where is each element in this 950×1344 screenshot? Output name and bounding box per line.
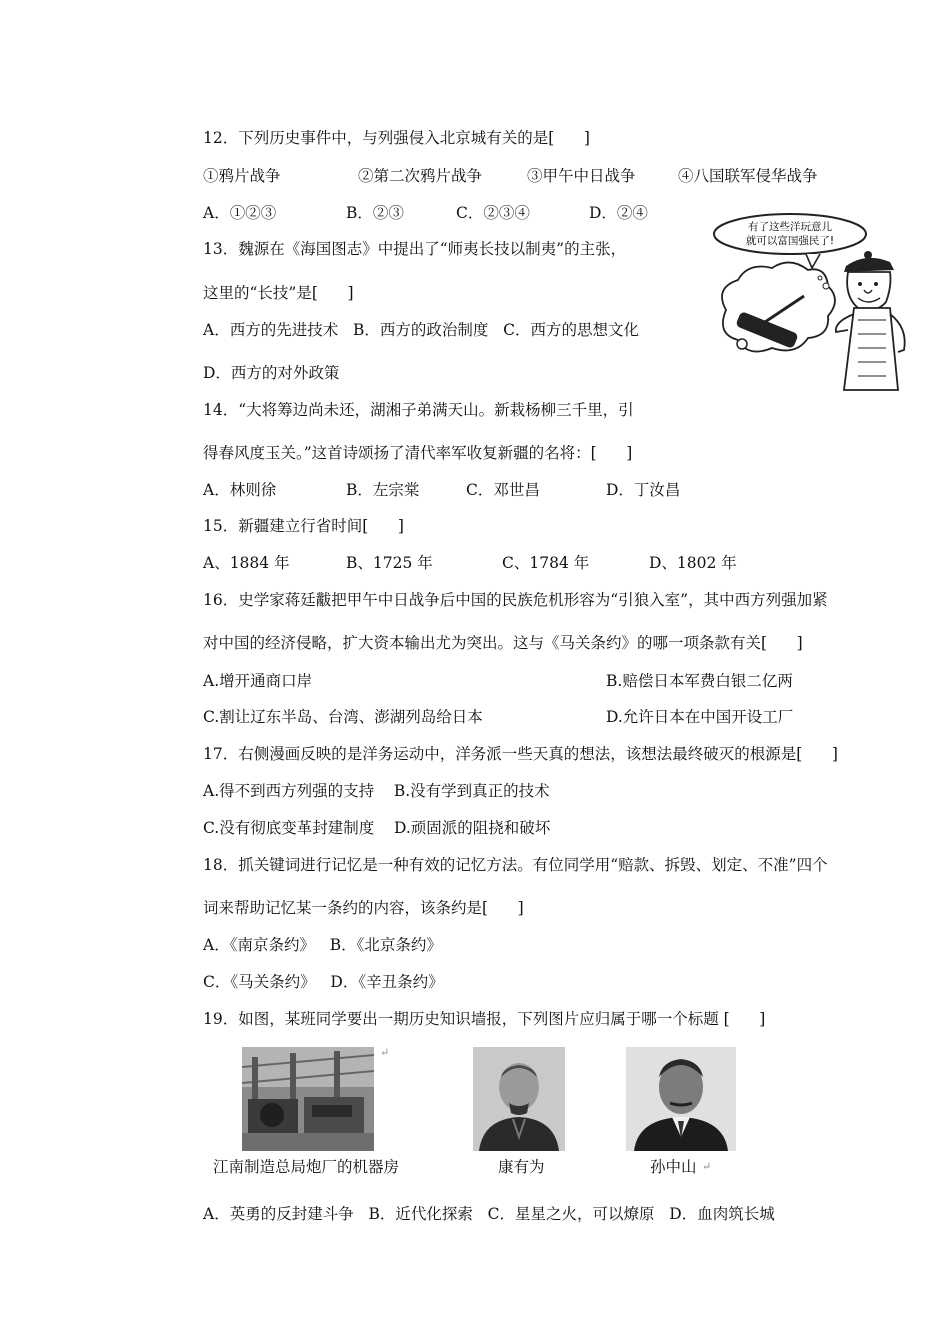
q16-option-b: B.赔偿日本军费白银二亿两 [606,672,793,690]
q17-options-ab: A.得不到西方列强的支持 B.没有学到真正的技术 [203,782,550,800]
q15-option-d: D、1802 年 [649,554,737,572]
photo-caption-sun: 孙中山 [650,1158,697,1176]
q13-options-abc: A．西方的先进技术 B．西方的政治制度 C．西方的思想文化 [203,321,640,339]
photo-caption-kang: 康有为 [498,1158,545,1176]
q16-option-d: D.允许日本在中国开设工厂 [606,708,794,726]
q13-stem-line1: 13．魏源在《海国图志》中提出了“师夷长技以制夷”的主张， [203,240,627,258]
cartoon-bubble-line2: 就可以富国强民了! [745,235,835,247]
q18-options-ab: A．《南京条约》 B．《北京条约》 [203,936,442,954]
q19-stem: 19．如图，某班同学要出一期历史知识墙报，下列图片应归属于哪一个标题 [ ] [203,1010,766,1028]
q15-stem: 15．新疆建立行省时间[ ] [203,517,404,535]
q12-option-c: C．②③④ [456,204,530,222]
q12-option-b: B．②③ [346,204,404,222]
q12-stem: 12．下列历史事件中，与列强侵入北京城有关的是[ ] [203,129,590,147]
q16-option-a: A.增开通商口岸 [203,672,313,690]
q14-option-a: A．林则徐 [203,481,277,499]
q12-option-d: D．②④ [589,204,648,222]
yangwu-cartoon [708,210,920,396]
photo-caption-arsenal: 江南制造总局炮厂的机器房 [213,1158,400,1176]
q17-options-cd: C.没有彻底变革封建制度 D.顽固派的阻挠和破坏 [203,819,551,837]
return-mark-icon: ↵ [702,1160,712,1173]
q13-stem-line2: 这里的“长技”是[ ] [203,284,354,302]
q12-item-3: ③甲午中日战争 [527,167,636,185]
jiangnan-arsenal-photo [242,1047,374,1151]
q15-option-b: B、1725 年 [346,554,433,572]
q15-option-c: C、1784 年 [502,554,590,572]
q18-stem-line1: 18．抓关键词进行记忆是一种有效的记忆方法。有位同学用“赔款、拆毁、划定、不准”四个 [203,856,828,874]
q16-stem-line2: 对中国的经济侵略，扩大资本输出尤为突出。这与《马关条约》的哪一项条款有关[ ] [203,634,803,652]
q18-options-cd: C．《马关条约》 D．《辛丑条约》 [203,973,444,991]
return-mark-icon: ↵ [380,1046,390,1059]
q14-option-c: C．邓世昌 [466,481,540,499]
q16-stem-line1: 16．史学家蒋廷黻把甲午中日战争后中国的民族危机形容为“引狼入室”，其中西方列强加紧 [203,591,828,609]
q13-option-d: D．西方的对外政策 [203,364,340,382]
q18-stem-line2: 词来帮助记忆某一条约的内容，该条约是[ ] [203,899,524,917]
q16-option-c: C.割让辽东半岛、台湾、澎湖列岛给日本 [203,708,483,726]
q19-options: A．英勇的反封建斗争 B．近代化探索 C．星星之火，可以燎原 D．血肉筑长城 [203,1205,775,1223]
kang-youwei-photo [473,1047,565,1151]
q12-option-a: A．①②③ [203,204,277,222]
q12-item-1: ①鸦片战争 [203,167,281,185]
q14-option-b: B．左宗棠 [346,481,420,499]
q15-option-a: A、1884 年 [203,554,290,572]
q14-stem-line2: 得春风度玉关。”这首诗颂扬了清代率军收复新疆的名将：[ ] [203,444,633,462]
q17-stem: 17．右侧漫画反映的是洋务运动中，洋务派一些天真的想法，该想法最终破灭的根源是[ ] [203,745,838,763]
cartoon-bubble-line1: 有了这些洋玩意儿 [748,221,832,233]
q12-item-2: ②第二次鸦片战争 [358,167,483,185]
q14-stem-line1: 14．“大将筹边尚未还，湖湘子弟满天山。新栽杨柳三千里，引 [203,401,634,419]
q12-item-4: ④八国联军侵华战争 [678,167,818,185]
q14-option-d: D．丁汝昌 [606,481,681,499]
sun-yatsen-photo [626,1047,736,1151]
